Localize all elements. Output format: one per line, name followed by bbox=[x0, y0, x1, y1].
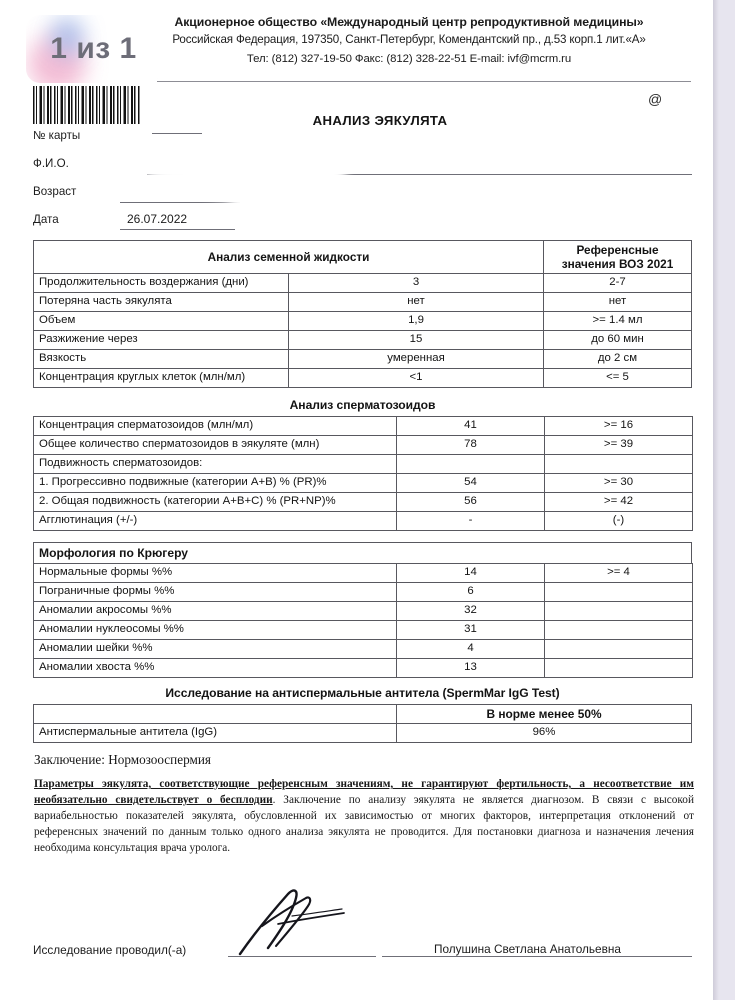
row-value: нет bbox=[289, 293, 544, 312]
row-label: Нормальные формы %% bbox=[34, 564, 397, 583]
table-row bbox=[34, 602, 693, 621]
table-row bbox=[34, 331, 692, 350]
row-reference: >= 30 bbox=[545, 474, 693, 493]
row-reference bbox=[545, 602, 693, 621]
row-label: Вязкость bbox=[34, 350, 289, 369]
row-value: <1 bbox=[289, 369, 544, 388]
row-reference: до 60 мин bbox=[544, 331, 692, 350]
row-reference: >= 39 bbox=[545, 436, 693, 455]
row-reference: 2-7 bbox=[544, 274, 692, 293]
row-label: 1. Прогрессивно подвижные (категории А+В) % (PR)% bbox=[34, 474, 397, 493]
performed-by-label: Исследование проводил(-а) bbox=[33, 943, 187, 957]
disclaimer-rest: . Заключение по анализу эякулята не является диагнозом. В связи с высокой вариабельностью показателей эякулята, обусловленной их зависимостью от многих факторов, интерпретация отклонений от референсных значений по данным только одного анализа эякулята не проводится. Для постановки диагноза и назначения лечения необходима консультация врача уролога. bbox=[34, 794, 694, 855]
table-seminal-fluid bbox=[33, 240, 692, 388]
disclaimer-paragraph bbox=[34, 776, 694, 856]
table-row bbox=[34, 564, 693, 583]
row-reference: нет bbox=[544, 293, 692, 312]
row-value: 96% bbox=[397, 724, 692, 743]
row-label: Продолжительность воздержания (дни) bbox=[34, 274, 289, 293]
handwritten-signature bbox=[232, 886, 392, 958]
page-count-badge bbox=[26, 15, 161, 83]
date-rule bbox=[120, 229, 235, 230]
table-row bbox=[34, 293, 692, 312]
table-row bbox=[34, 417, 693, 436]
table-row bbox=[34, 640, 693, 659]
row-label: Потеряна часть эякулята bbox=[34, 293, 289, 312]
row-reference: <= 5 bbox=[544, 369, 692, 388]
row-reference bbox=[545, 455, 693, 474]
section-header-morphology: Морфология по Крюгеру bbox=[34, 543, 692, 564]
page-title: АНАЛИЗ ЭЯКУЛЯТА bbox=[312, 113, 448, 128]
table-morphology bbox=[33, 563, 693, 678]
disclaimer-emphasis: Параметры эякулята, соответствующие референсным значениям, не гарантируют фертильность, а несоответствие им необязательно свидетельствует о бесплодии bbox=[34, 778, 694, 807]
row-label: Аномалии нуклеосомы %% bbox=[34, 621, 397, 640]
at-sign-icon: @ bbox=[648, 91, 663, 107]
header-reference-values bbox=[544, 241, 692, 274]
table-row bbox=[34, 583, 693, 602]
date-label: Дата bbox=[33, 213, 59, 226]
row-value: 6 bbox=[397, 583, 545, 602]
row-value: 31 bbox=[397, 621, 545, 640]
row-value: 1,9 bbox=[289, 312, 544, 331]
performer-name: Полушина Светлана Анатольевна bbox=[434, 942, 621, 956]
row-value: 54 bbox=[397, 474, 545, 493]
antibodies-header-value: В норме менее 50% bbox=[397, 705, 692, 724]
letterhead bbox=[120, 14, 698, 67]
row-value: 4 bbox=[397, 640, 545, 659]
row-label: Разжижение через bbox=[34, 331, 289, 350]
row-label: Аномалии шейки %% bbox=[34, 640, 397, 659]
table-row bbox=[34, 350, 692, 369]
row-value: 15 bbox=[289, 331, 544, 350]
barcode-image bbox=[33, 86, 140, 124]
clinic-contacts: Тел: (812) 327-19-50 Факс: (812) 328-22-51 E-mail: ivf@mcrm.ru bbox=[246, 52, 572, 65]
card-number-label: № карты bbox=[33, 129, 81, 142]
row-reference bbox=[545, 583, 693, 602]
row-value: 78 bbox=[397, 436, 545, 455]
table-antibodies bbox=[33, 704, 692, 743]
section-header-spermatozoa: Анализ сперматозоидов bbox=[289, 398, 436, 412]
row-value bbox=[397, 455, 545, 474]
header-seminal-fluid: Анализ семенной жидкости bbox=[34, 241, 544, 274]
row-reference: >= 16 bbox=[545, 417, 693, 436]
section-header-row bbox=[34, 543, 692, 564]
row-value: умеренная bbox=[289, 350, 544, 369]
row-reference: до 2 см bbox=[544, 350, 692, 369]
page-edge-shadow bbox=[713, 0, 719, 1000]
row-label: Пограничные формы %% bbox=[34, 583, 397, 602]
row-label: Общее количество сперматозоидов в эякуляте (млн) bbox=[34, 436, 397, 455]
clinic-address: Российская Федерация, 197350, Санкт-Петербург, Комендантский пр., д.53 корп.1 лит.«А» bbox=[172, 32, 646, 46]
row-value: - bbox=[397, 512, 545, 531]
table-spermatozoa bbox=[33, 416, 693, 531]
table-morphology-header bbox=[33, 542, 692, 564]
row-value: 56 bbox=[397, 493, 545, 512]
row-label: Объем bbox=[34, 312, 289, 331]
row-reference bbox=[545, 640, 693, 659]
conclusion-text: Заключение: Нормозооспермия bbox=[34, 752, 211, 767]
section-header-antibodies: Исследование на антиспермальные антитела (SpermMar IgG Test) bbox=[165, 686, 560, 700]
row-label: Подвижность сперматозоидов: bbox=[34, 455, 397, 474]
fio-label: Ф.И.О. bbox=[33, 157, 69, 170]
row-label: Аномалии акросомы %% bbox=[34, 602, 397, 621]
row-reference: (-) bbox=[545, 512, 693, 531]
performer-name-rule bbox=[382, 956, 692, 957]
table-row bbox=[34, 312, 692, 331]
header-reference-line2: значения ВОЗ 2021 bbox=[561, 257, 674, 272]
row-reference bbox=[545, 659, 693, 678]
table-row bbox=[34, 659, 693, 678]
date-value: 26.07.2022 bbox=[127, 212, 188, 226]
age-rule bbox=[120, 202, 240, 203]
table-row bbox=[34, 474, 693, 493]
header-divider bbox=[157, 81, 691, 82]
row-value: 32 bbox=[397, 602, 545, 621]
card-number-rule bbox=[152, 133, 202, 134]
table-row bbox=[34, 512, 693, 531]
row-reference bbox=[545, 621, 693, 640]
table-row bbox=[34, 274, 692, 293]
table-row bbox=[34, 369, 692, 388]
signature-rule bbox=[228, 956, 376, 957]
clinic-name: Акционерное общество «Международный центр репродуктивной медицины» bbox=[174, 15, 644, 29]
page-count-label: 1 из 1 bbox=[50, 32, 137, 65]
row-value: 41 bbox=[397, 417, 545, 436]
row-label: 2. Общая подвижность (категории А+В+С) % (PR+NP)% bbox=[34, 493, 397, 512]
table-header-row bbox=[34, 241, 692, 274]
row-label: Агглютинация (+/-) bbox=[34, 512, 397, 531]
row-value: 13 bbox=[397, 659, 545, 678]
row-reference: >= 1.4 мл bbox=[544, 312, 692, 331]
row-reference: >= 4 bbox=[545, 564, 693, 583]
table-row bbox=[34, 493, 693, 512]
redaction-smudge bbox=[275, 158, 345, 192]
table-row bbox=[34, 436, 693, 455]
row-label: Антиспермальные антитела (IgG) bbox=[34, 724, 397, 743]
antibodies-header-label bbox=[34, 705, 397, 724]
row-value: 14 bbox=[397, 564, 545, 583]
table-header-row bbox=[34, 705, 692, 724]
table-row bbox=[34, 724, 692, 743]
row-value: 3 bbox=[289, 274, 544, 293]
row-reference: >= 42 bbox=[545, 493, 693, 512]
table-row bbox=[34, 621, 693, 640]
row-label: Концентрация круглых клеток (млн/мл) bbox=[34, 369, 289, 388]
age-label: Возраст bbox=[33, 185, 77, 198]
table-row bbox=[34, 455, 693, 474]
row-label: Аномалии хвоста %% bbox=[34, 659, 397, 678]
header-reference-line1: Референсные bbox=[576, 243, 659, 257]
row-label: Концентрация сперматозоидов (млн/мл) bbox=[34, 417, 397, 436]
